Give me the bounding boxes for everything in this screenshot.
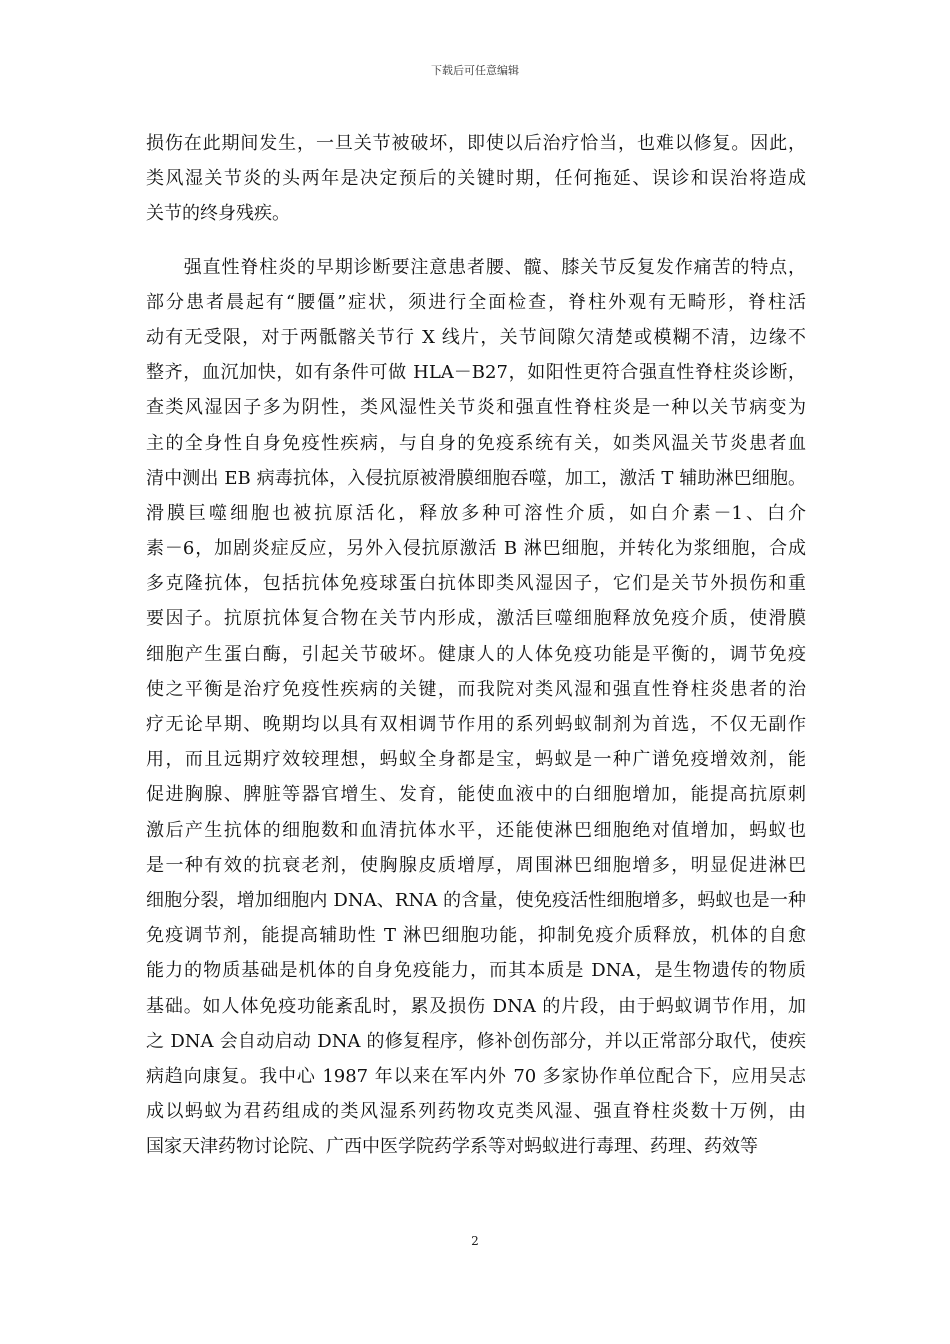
text-line: 类风湿关节炎的头两年是决定预后的关键时期，任何拖延、误诊和误治将造成 [146, 168, 806, 190]
text-line: 国家天津药物讨论院、广西中医学院药学系等对蚂蚁进行毒理、药理、药效等 [146, 1136, 758, 1158]
text-line: 清中测出 EB 病毒抗体，入侵抗原被滑膜细胞吞噬，加工，激活 T 辅助淋巴细胞。 [146, 467, 806, 489]
text-line: 免疫调节剂，能提高辅助性 T 淋巴细胞功能，抑制免疫介质释放，机体的自愈 [146, 925, 806, 947]
text-line: 用，而且远期疗效较理想，蚂蚁全身都是宝，蚂蚁是一种广谱免疫增效剂，能 [146, 749, 806, 771]
text-line: 疗无论早期、晚期均以具有双相调节作用的系列蚂蚁制剂为首选，不仅无副作 [146, 714, 806, 735]
paragraph [146, 250, 806, 1165]
text-line: 要因子。抗原抗体复合物在关节内形成，激活巨噬细胞释放免疫介质，使滑膜 [146, 608, 806, 630]
text-line: 强直性脊柱炎的早期诊断要注意患者腰、髋、膝关节反复发作痛苦的特点， [146, 256, 806, 278]
text-line: 滑膜巨噬细胞也被抗原活化，释放多种可溶性介质，如白介素－1、白介 [146, 502, 806, 524]
text-line: 整齐，血沉加快，如有条件可做 HLA－B27，如阳性更符合强直性脊柱炎诊断， [146, 362, 806, 384]
text-line: 关节的终身残疾。 [146, 203, 290, 225]
text-line: 部分患者晨起有“腰僵”症状，须进行全面检查，脊柱外观有无畸形，脊柱活 [146, 291, 806, 313]
text-line: 细胞产生蛋白酶，引起关节破坏。健康人的人体免疫功能是平衡的，调节免疫 [146, 643, 806, 665]
text-line: 多克隆抗体，包括抗体免疫球蛋白抗体即类风湿因子，它们是关节外损伤和重 [146, 573, 806, 595]
text-line: 能力的物质基础是机体的自身免疫能力，而其本质是 DNA，是生物遗传的物质 [146, 960, 806, 982]
paragraph-gap [146, 232, 806, 250]
text-line: 主的全身性自身免疫性疾病，与自身的免疫系统有关，如类风温关节炎患者血 [146, 432, 806, 454]
document-body [146, 126, 806, 1164]
page-number: 2 [471, 1234, 479, 1248]
text-line: 素－6，加剧炎症反应，另外入侵抗原激活 B 淋巴细胞，并转化为浆细胞，合成 [146, 538, 806, 560]
text-line: 之 DNA 会自动启动 DNA 的修复程序，修补创伤部分，并以正常部分取代，使疾 [146, 1030, 806, 1052]
text-line: 基础。如人体免疫功能紊乱时，累及损伤 DNA 的片段，由于蚂蚁调节作用，加 [146, 995, 806, 1017]
text-line: 激后产生抗体的细胞数和血清抗体水平，还能使淋巴细胞绝对值增加，蚂蚁也 [146, 819, 806, 841]
text-line: 查类风湿因子多为阴性，类风湿性关节炎和强直性脊柱炎是一种以关节病变为 [146, 397, 806, 419]
page-header: 下载后可任意编辑 [431, 64, 519, 77]
text-line: 促进胸腺、脾脏等器官增生、发育，能使血液中的白细胞增加，能提高抗原刺 [146, 784, 806, 806]
text-line: 动有无受限，对于两骶髂关节行 X 线片，关节间隙欠清楚或模糊不清，边缘不 [146, 326, 806, 348]
text-line: 细胞分裂，增加细胞内 DNA、RNA 的含量，使免疫活性细胞增多，蚂蚁也是一种 [146, 889, 806, 911]
text-line: 是一种有效的抗衰老剂，使胸腺皮质增厚，周围淋巴细胞增多，明显促进淋巴 [146, 854, 806, 876]
text-line: 成以蚂蚁为君药组成的类风湿系列药物攻克类风湿、强直脊柱炎数十万例，由 [146, 1101, 806, 1123]
paragraph [146, 126, 806, 232]
text-line: 病趋向康复。我中心 1987 年以来在军内外 70 多家协作单位配合下，应用吴志 [146, 1065, 806, 1087]
text-line: 使之平衡是治疗免疫性疾病的关键，而我院对类风湿和强直性脊柱炎患者的治 [146, 678, 806, 700]
text-line: 损伤在此期间发生，一旦关节被破坏，即使以后治疗恰当，也难以修复。因此， [146, 133, 806, 154]
